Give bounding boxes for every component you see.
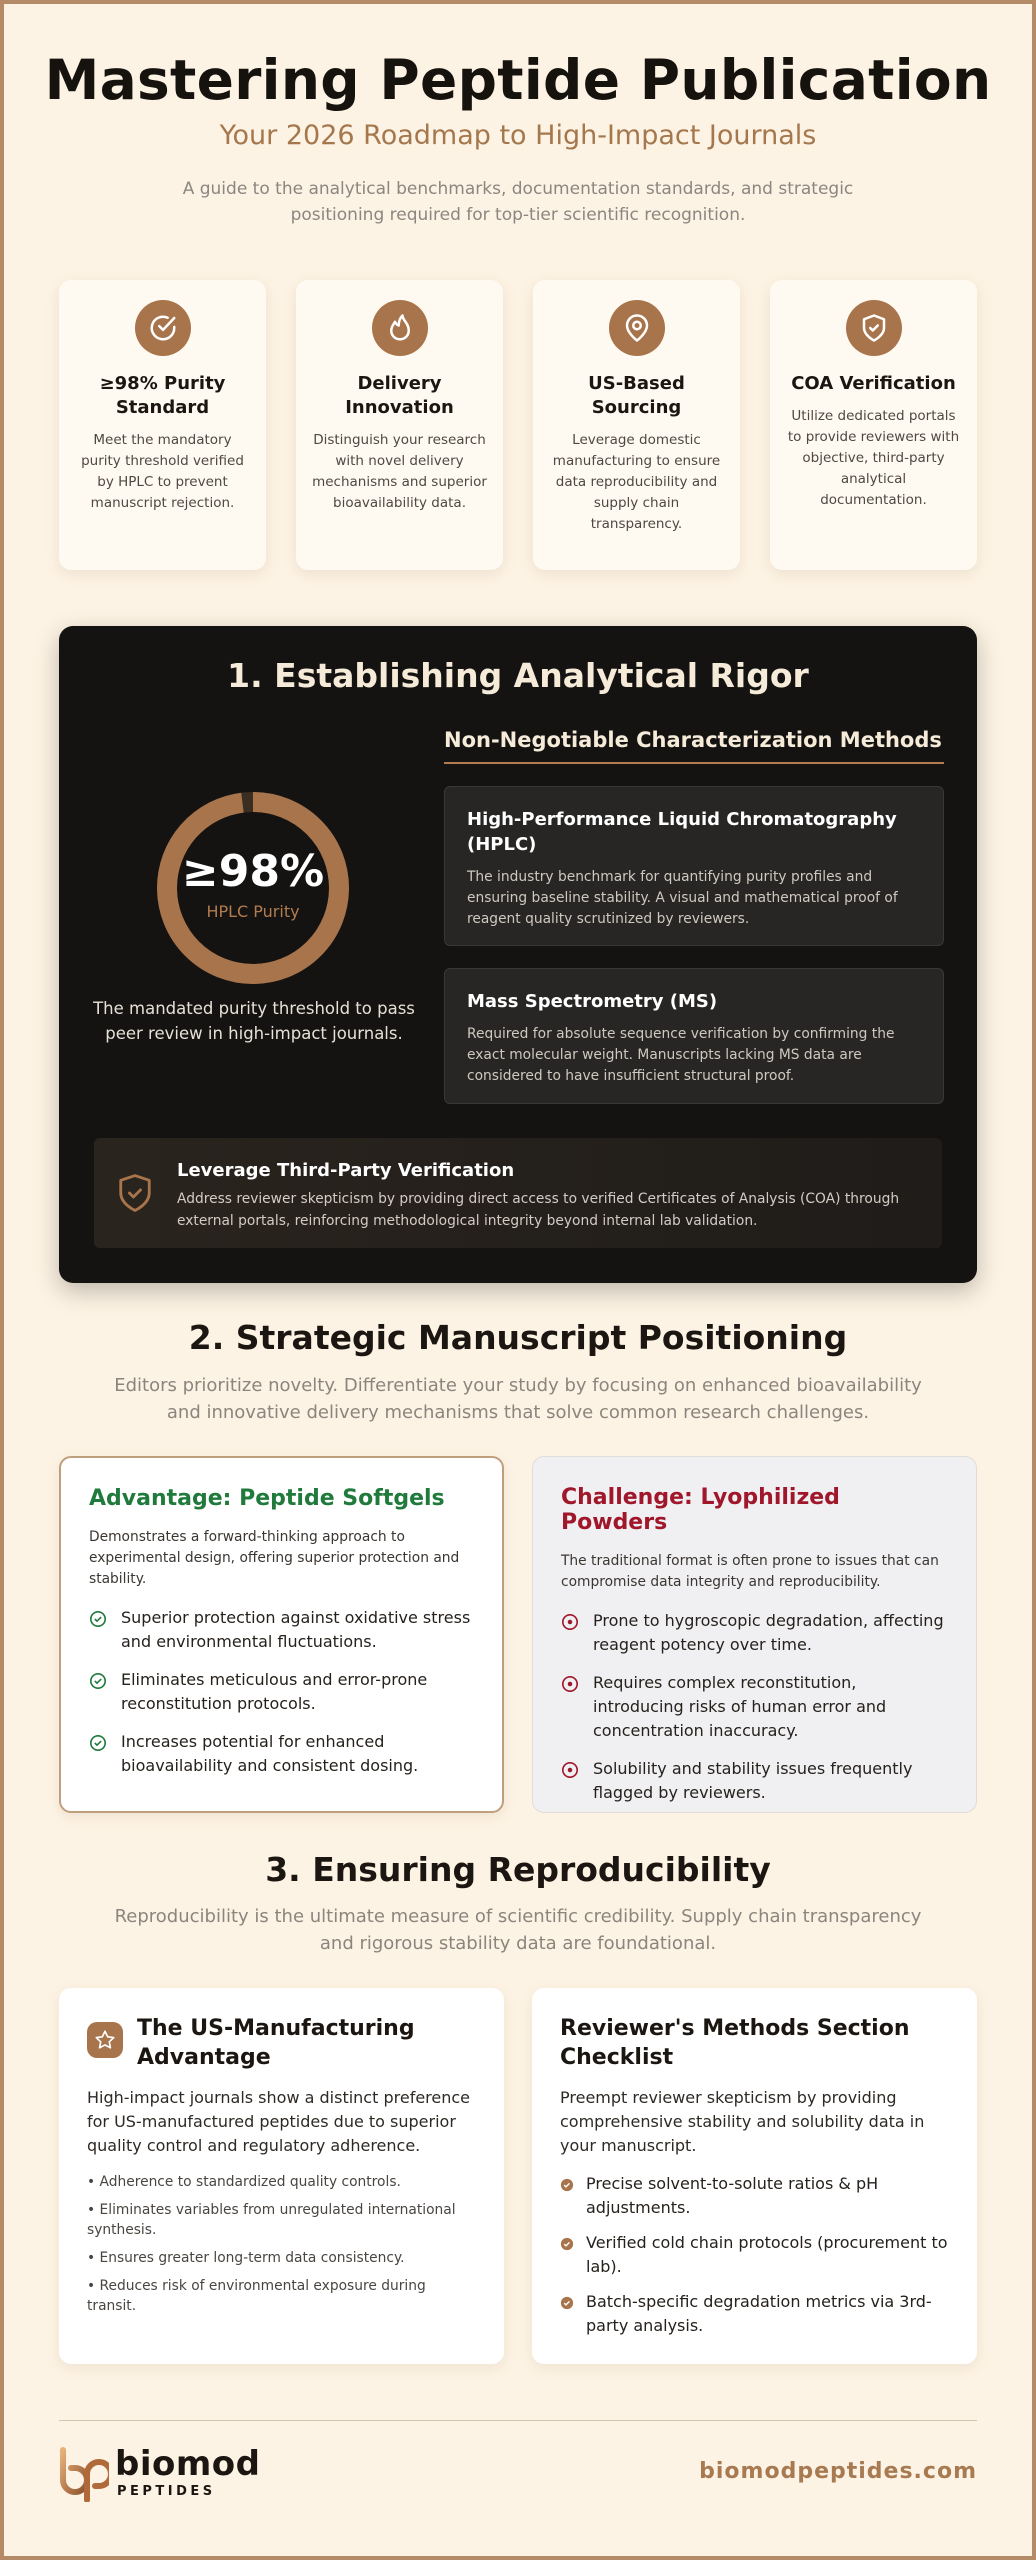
method-text: Required for absolute sequence verification by confirming the exact molecular weight. Manuscripts lacking MS data are considered to have insufficient structural proof. — [467, 1026, 895, 1084]
website-link[interactable]: biomodpeptides.com — [699, 2459, 977, 2484]
method-text: The industry benchmark for quantifying purity profiles and ensuring baseline stability. A visual and mathematical proof of reagent quality scrutinized by reviewers. — [467, 869, 898, 927]
checklist-item — [560, 2290, 949, 2338]
location-pin-icon — [609, 300, 665, 356]
list-item: • Eliminates variables from unregulated international synthesis. — [87, 2202, 456, 2238]
star-icon — [87, 2022, 123, 2058]
section-subtitle: Editors prioritize novelty. Differentiate your study by focusing on enhanced bioavailability and innovative delivery mechanisms that solve common research challenges. — [114, 1375, 922, 1423]
section-title: 3. Ensuring Reproducibility — [265, 1850, 771, 1889]
section-subtitle: Reproducibility is the ultimate measure of scientific credibility. Supply chain transparency and rigorous stability data are foundational. — [114, 1906, 922, 1954]
challenge-desc: The traditional format is often prone to issues that can compromise data integrity and reproducibility. — [561, 1553, 939, 1590]
list-item-text: Prone to hygroscopic degradation, affecting reagent potency over time. — [593, 1611, 944, 1654]
list-item — [89, 1606, 474, 1654]
advantage-card — [59, 1456, 504, 1813]
shield-check-icon — [116, 1172, 154, 1214]
check-badge-icon — [560, 2296, 574, 2310]
pillar-title: COA Verification — [791, 373, 956, 394]
purity-value: ≥98% — [181, 846, 325, 897]
pillar-title: Delivery Innovation — [345, 373, 454, 418]
flame-icon — [372, 300, 428, 356]
list-item — [561, 1609, 948, 1657]
pillar-card-purity — [59, 280, 266, 570]
challenge-card — [532, 1456, 977, 1813]
checklist-item-text: Verified cold chain protocols (procurement to lab). — [586, 2233, 948, 2276]
check-circle-icon — [89, 1610, 107, 1628]
check-circle-icon — [89, 1734, 107, 1752]
brand-logo — [57, 2446, 277, 2502]
purity-caption: The mandated purity threshold to pass peer review in high-impact journals. — [93, 999, 415, 1043]
method-card-ms — [444, 968, 944, 1104]
bp-logo-mark-icon — [57, 2446, 109, 2502]
checklist-item-text: Precise solvent-to-solute ratios & pH adjustments. — [586, 2174, 879, 2217]
method-title: High-Performance Liquid Chromatography (HPLC) — [467, 809, 897, 855]
checklist-item — [560, 2172, 949, 2220]
checklist — [560, 2172, 949, 2338]
logo-wordmark: biomod — [115, 2444, 261, 2484]
pillar-card-coa — [770, 280, 977, 570]
pillar-text: Utilize dedicated portals to provide reviewers with objective, third-party analytical documentation. — [787, 408, 960, 508]
list-item — [89, 1668, 474, 1716]
logo-subtext: PEPTIDES — [117, 2484, 216, 2499]
pillar-text: Distinguish your research with novel delivery mechanisms and superior bioavailability data. — [312, 432, 487, 511]
challenge-title: Challenge: Lyophilized Powders — [561, 1485, 840, 1535]
page-title: Mastering Peptide Publication — [44, 48, 992, 112]
pillar-title: US-Based Sourcing — [588, 373, 685, 418]
list-item-text: Increases potential for enhanced bioavailability and consistent dosing. — [121, 1732, 419, 1775]
methods-heading: Non-Negotiable Characterization Methods — [444, 728, 944, 764]
advantage-list — [89, 1606, 474, 1778]
method-card-hplc — [444, 786, 944, 946]
checklist-item-text: Batch-specific degradation metrics via 3rd-party analysis. — [586, 2292, 932, 2335]
check-badge-icon — [560, 2237, 574, 2251]
list-item — [561, 1671, 948, 1743]
footer-divider — [59, 2420, 977, 2421]
methods-checklist-card — [532, 1988, 977, 2364]
third-party-verification — [94, 1138, 942, 1248]
pillar-text: Meet the mandatory purity threshold verified by HPLC to prevent manuscript rejection. — [81, 432, 244, 511]
list-item: • Adherence to standardized quality controls. — [87, 2174, 401, 2190]
list-item-text: Superior protection against oxidative stress and environmental fluctuations. — [121, 1608, 471, 1651]
shield-check-icon — [846, 300, 902, 356]
card-desc: Preempt reviewer skepticism by providing comprehensive stability and solubility data in your manuscript. — [560, 2088, 925, 2155]
card-desc: High-impact journals show a distinct preference for US-manufactured peptides due to superior quality control and regulatory adherence. — [87, 2088, 471, 2155]
pillar-card-delivery — [296, 280, 503, 570]
us-advantage-list — [87, 2172, 476, 2316]
section-title: 1. Establishing Analytical Rigor — [227, 656, 809, 695]
list-item: • Reduces risk of environmental exposure during transit. — [87, 2278, 426, 2314]
purity-label: HPLC Purity — [206, 902, 300, 921]
advantage-title: Advantage: Peptide Softgels — [89, 1486, 445, 1511]
list-item: • Ensures greater long-term data consistency. — [87, 2250, 405, 2266]
list-item-text: Solubility and stability issues frequently flagged by reviewers. — [593, 1759, 913, 1802]
pillar-cards — [59, 280, 977, 572]
pillar-title: ≥98% Purity Standard — [99, 373, 226, 418]
check-badge-icon — [560, 2178, 574, 2192]
page-intro: A guide to the analytical benchmarks, documentation standards, and strategic positioning required for top-tier scientific recognition. — [182, 179, 854, 225]
list-item — [561, 1757, 948, 1805]
check-circle-icon — [89, 1672, 107, 1690]
x-circle-icon — [561, 1613, 579, 1631]
list-item-text: Requires complex reconstitution, introducing risks of human error and concentration inaccuracy. — [593, 1673, 887, 1740]
us-manufacturing-card — [59, 1988, 504, 2364]
method-title: Mass Spectrometry (MS) — [467, 991, 718, 1012]
x-circle-icon — [561, 1761, 579, 1779]
purity-gauge — [155, 790, 351, 986]
page-subtitle: Your 2026 Roadmap to High-Impact Journals — [219, 120, 817, 151]
section-title: 2. Strategic Manuscript Positioning — [188, 1318, 848, 1357]
card-title: The US-Manufacturing Advantage — [137, 2016, 415, 2070]
verification-text: Address reviewer skepticism by providing direct access to verified Certificates of Analysis (COA) through external portals, reinforcing methodological integrity beyond internal lab validation. — [177, 1191, 900, 1229]
pillar-card-sourcing — [533, 280, 740, 570]
card-title: Reviewer's Methods Section Checklist — [560, 2016, 910, 2070]
advantage-desc: Demonstrates a forward-thinking approach to experimental design, offering superior protection and stability. — [89, 1529, 460, 1587]
list-item — [89, 1730, 474, 1778]
checklist-item — [560, 2231, 949, 2279]
pillar-text: Leverage domestic manufacturing to ensure data reproducibility and supply chain transparency. — [552, 432, 721, 532]
analytical-rigor-panel — [59, 626, 977, 1283]
check-circle-icon — [135, 300, 191, 356]
x-circle-icon — [561, 1675, 579, 1693]
challenge-list — [561, 1609, 948, 1805]
verification-title: Leverage Third-Party Verification — [177, 1160, 515, 1181]
list-item-text: Eliminates meticulous and error-prone reconstitution protocols. — [121, 1670, 428, 1713]
